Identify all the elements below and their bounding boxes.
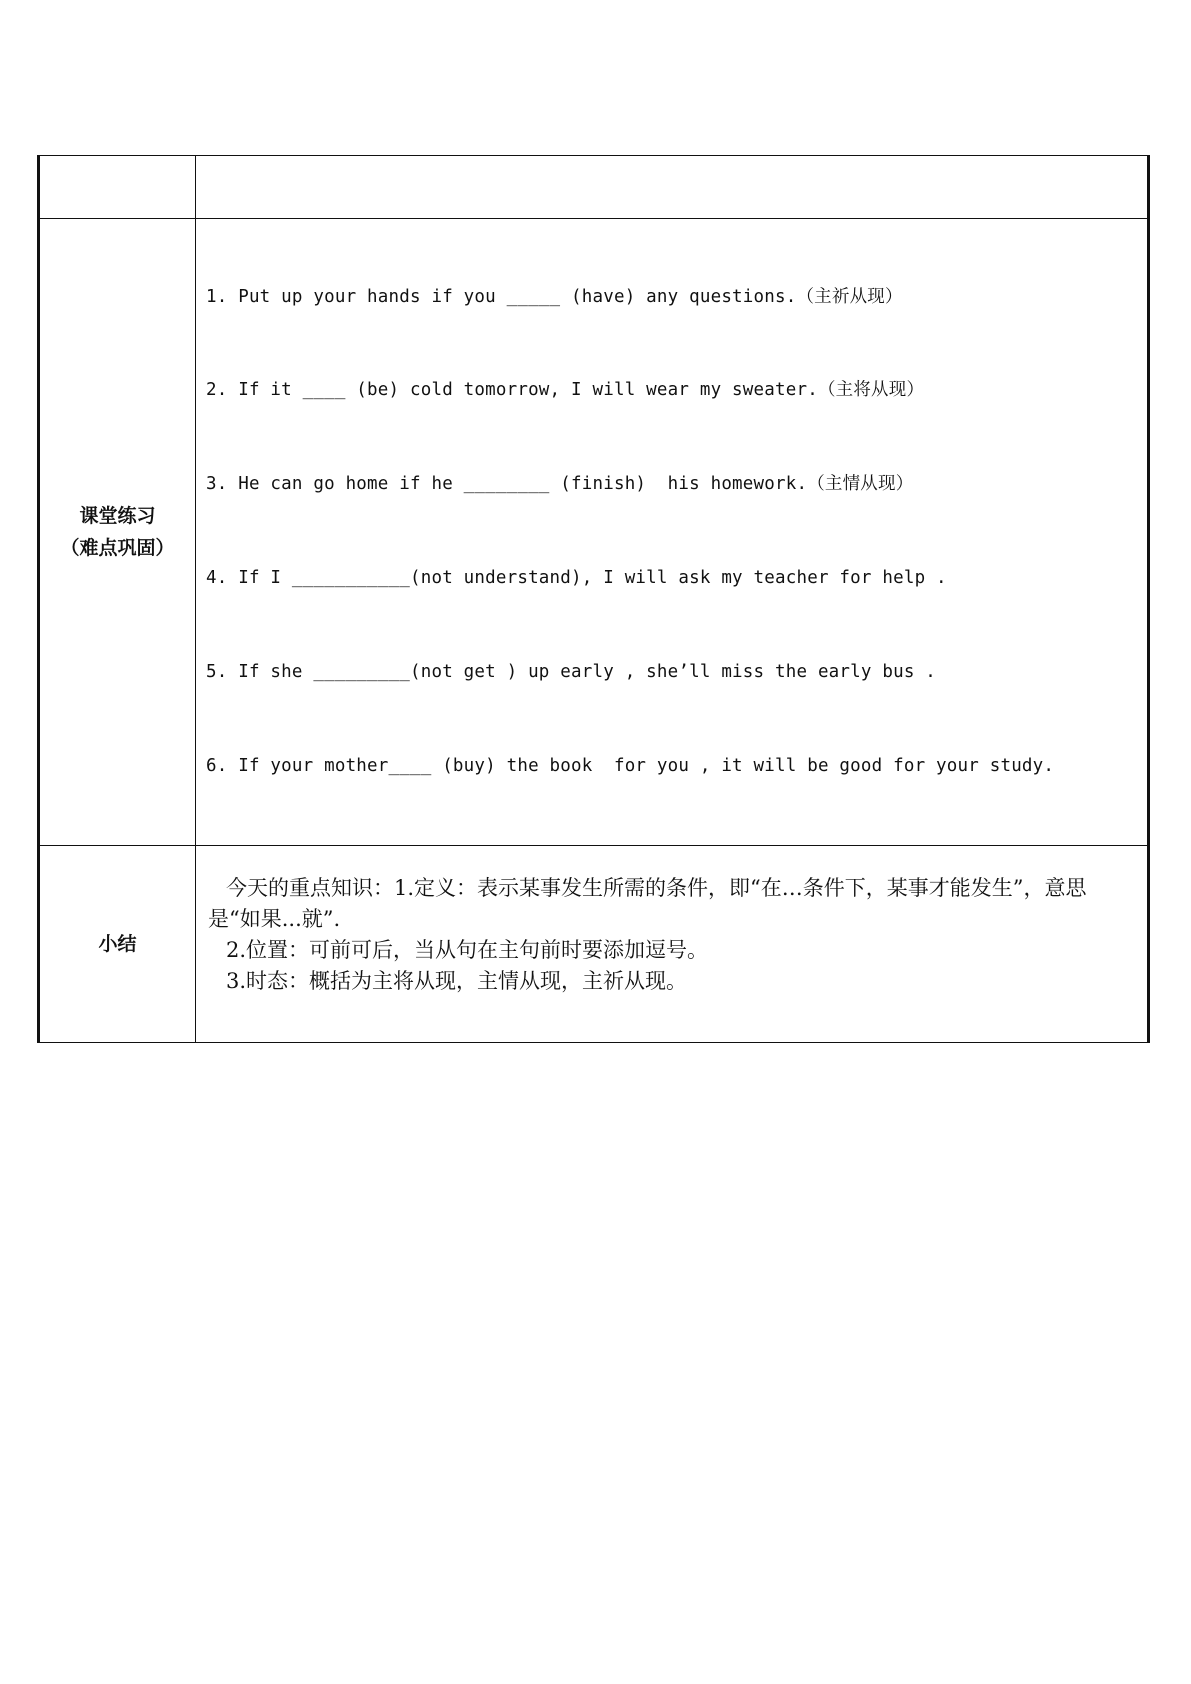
- practice-label-cell: [39, 219, 196, 846]
- table-row-empty: [39, 156, 1149, 219]
- exercise-item: [206, 563, 1147, 594]
- empty-content-cell: [196, 156, 1149, 219]
- exercise-text: 5. If she _________(not get ) up early , she’ll miss the early bus .: [206, 662, 937, 683]
- summary-block: [196, 861, 1147, 1027]
- exercise-item: [206, 469, 1147, 500]
- summary-tense: 3.时态：概括为主将从现，主情从现，主祈从现。: [226, 968, 688, 993]
- practice-label-subtitle: （难点巩固）: [60, 536, 175, 559]
- exercise-text: 2. If it ____ (be) cold tomorrow, I will wear my sweater.（主将从现）: [206, 380, 925, 401]
- summary-label-cell: [39, 845, 196, 1042]
- summary-label-title: 小结: [98, 932, 137, 955]
- table-row-summary: [39, 845, 1149, 1042]
- summary-intro: 今天的重点知识：1.定义：表示某事发生所需的条件，即“在…条件下，某事才能发生”，意思是“如果...就”.: [208, 875, 1087, 931]
- exercise-text: 4. If I ___________(not understand), I will ask my teacher for help .: [206, 568, 947, 589]
- exercise-text: 1. Put up your hands if you _____ (have) any questions.（主祈从现）: [206, 286, 903, 307]
- practice-label-title: 课堂练习: [79, 504, 156, 527]
- lesson-table: [37, 155, 1150, 1043]
- exercise-item: [206, 375, 1147, 406]
- summary-content-cell: [196, 845, 1149, 1042]
- summary-position: 2.位置：可前可后，当从句在主句前时要添加逗号。: [226, 937, 709, 962]
- exercise-item: [206, 751, 1147, 782]
- exercise-list: [196, 219, 1147, 845]
- exercise-item: [206, 282, 1147, 313]
- table-row-practice: [39, 219, 1149, 846]
- exercise-text: 6. If your mother____ (buy) the book for you , it will be good for your study.: [206, 756, 1055, 777]
- exercise-text: 3. He can go home if he ________ (finish) his homework.（主情从现）: [206, 474, 914, 495]
- empty-label-cell: [39, 156, 196, 219]
- exercise-item: [206, 657, 1147, 688]
- practice-content-cell: [196, 219, 1149, 846]
